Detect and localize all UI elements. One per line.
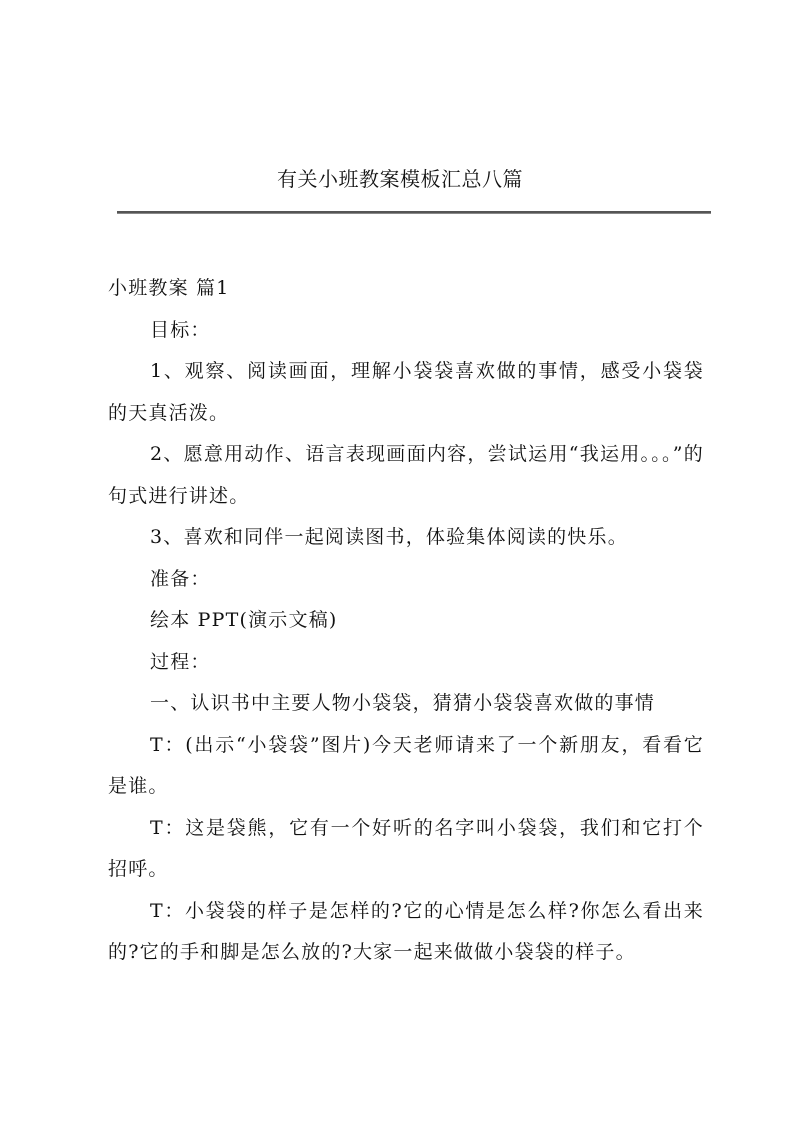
paragraph-goal-1: 1、观察、阅读画面，理解小袋袋喜欢做的事情，感受小袋袋的天真活泼。: [108, 360, 704, 424]
title-divider: [117, 211, 711, 214]
document-title: 有关小班教案模板汇总八篇: [277, 167, 523, 191]
paragraph-prep-item: 绘本 PPT(演示文稿): [150, 609, 338, 631]
paragraph-process-heading: 过程：: [150, 650, 211, 673]
paragraph-goal-heading: 目标：: [150, 318, 211, 341]
paragraph-prep-heading: 准备：: [150, 567, 211, 590]
paragraph-dialogue-3: T：小袋袋的样子是怎样的?它的心情是怎么样?你怎么看出来的?它的手和脚是怎么放的?大家一起来做做小袋袋的样子。: [108, 899, 704, 963]
paragraph-process-step-1: 一、认识书中主要人物小袋袋，猜猜小袋袋喜欢做的事情: [150, 692, 656, 714]
section-heading: 小班教案 篇1: [108, 277, 230, 299]
paragraph-goal-2: 2、愿意用动作、语言表现画面内容，尝试运用“我运用。。。”的句式进行讲述。: [108, 443, 704, 507]
paragraph-dialogue-1: T：(出示“小袋袋”图片)今天老师请来了一个新朋友，看看它是谁。: [108, 733, 704, 797]
paragraph-dialogue-2: T：这是袋熊，它有一个好听的名字叫小袋袋，我们和它打个招呼。: [108, 816, 704, 880]
document-body: [108, 268, 704, 974]
paragraph-goal-3: 3、喜欢和同伴一起阅读图书，体验集体阅读的快乐。: [150, 526, 628, 548]
